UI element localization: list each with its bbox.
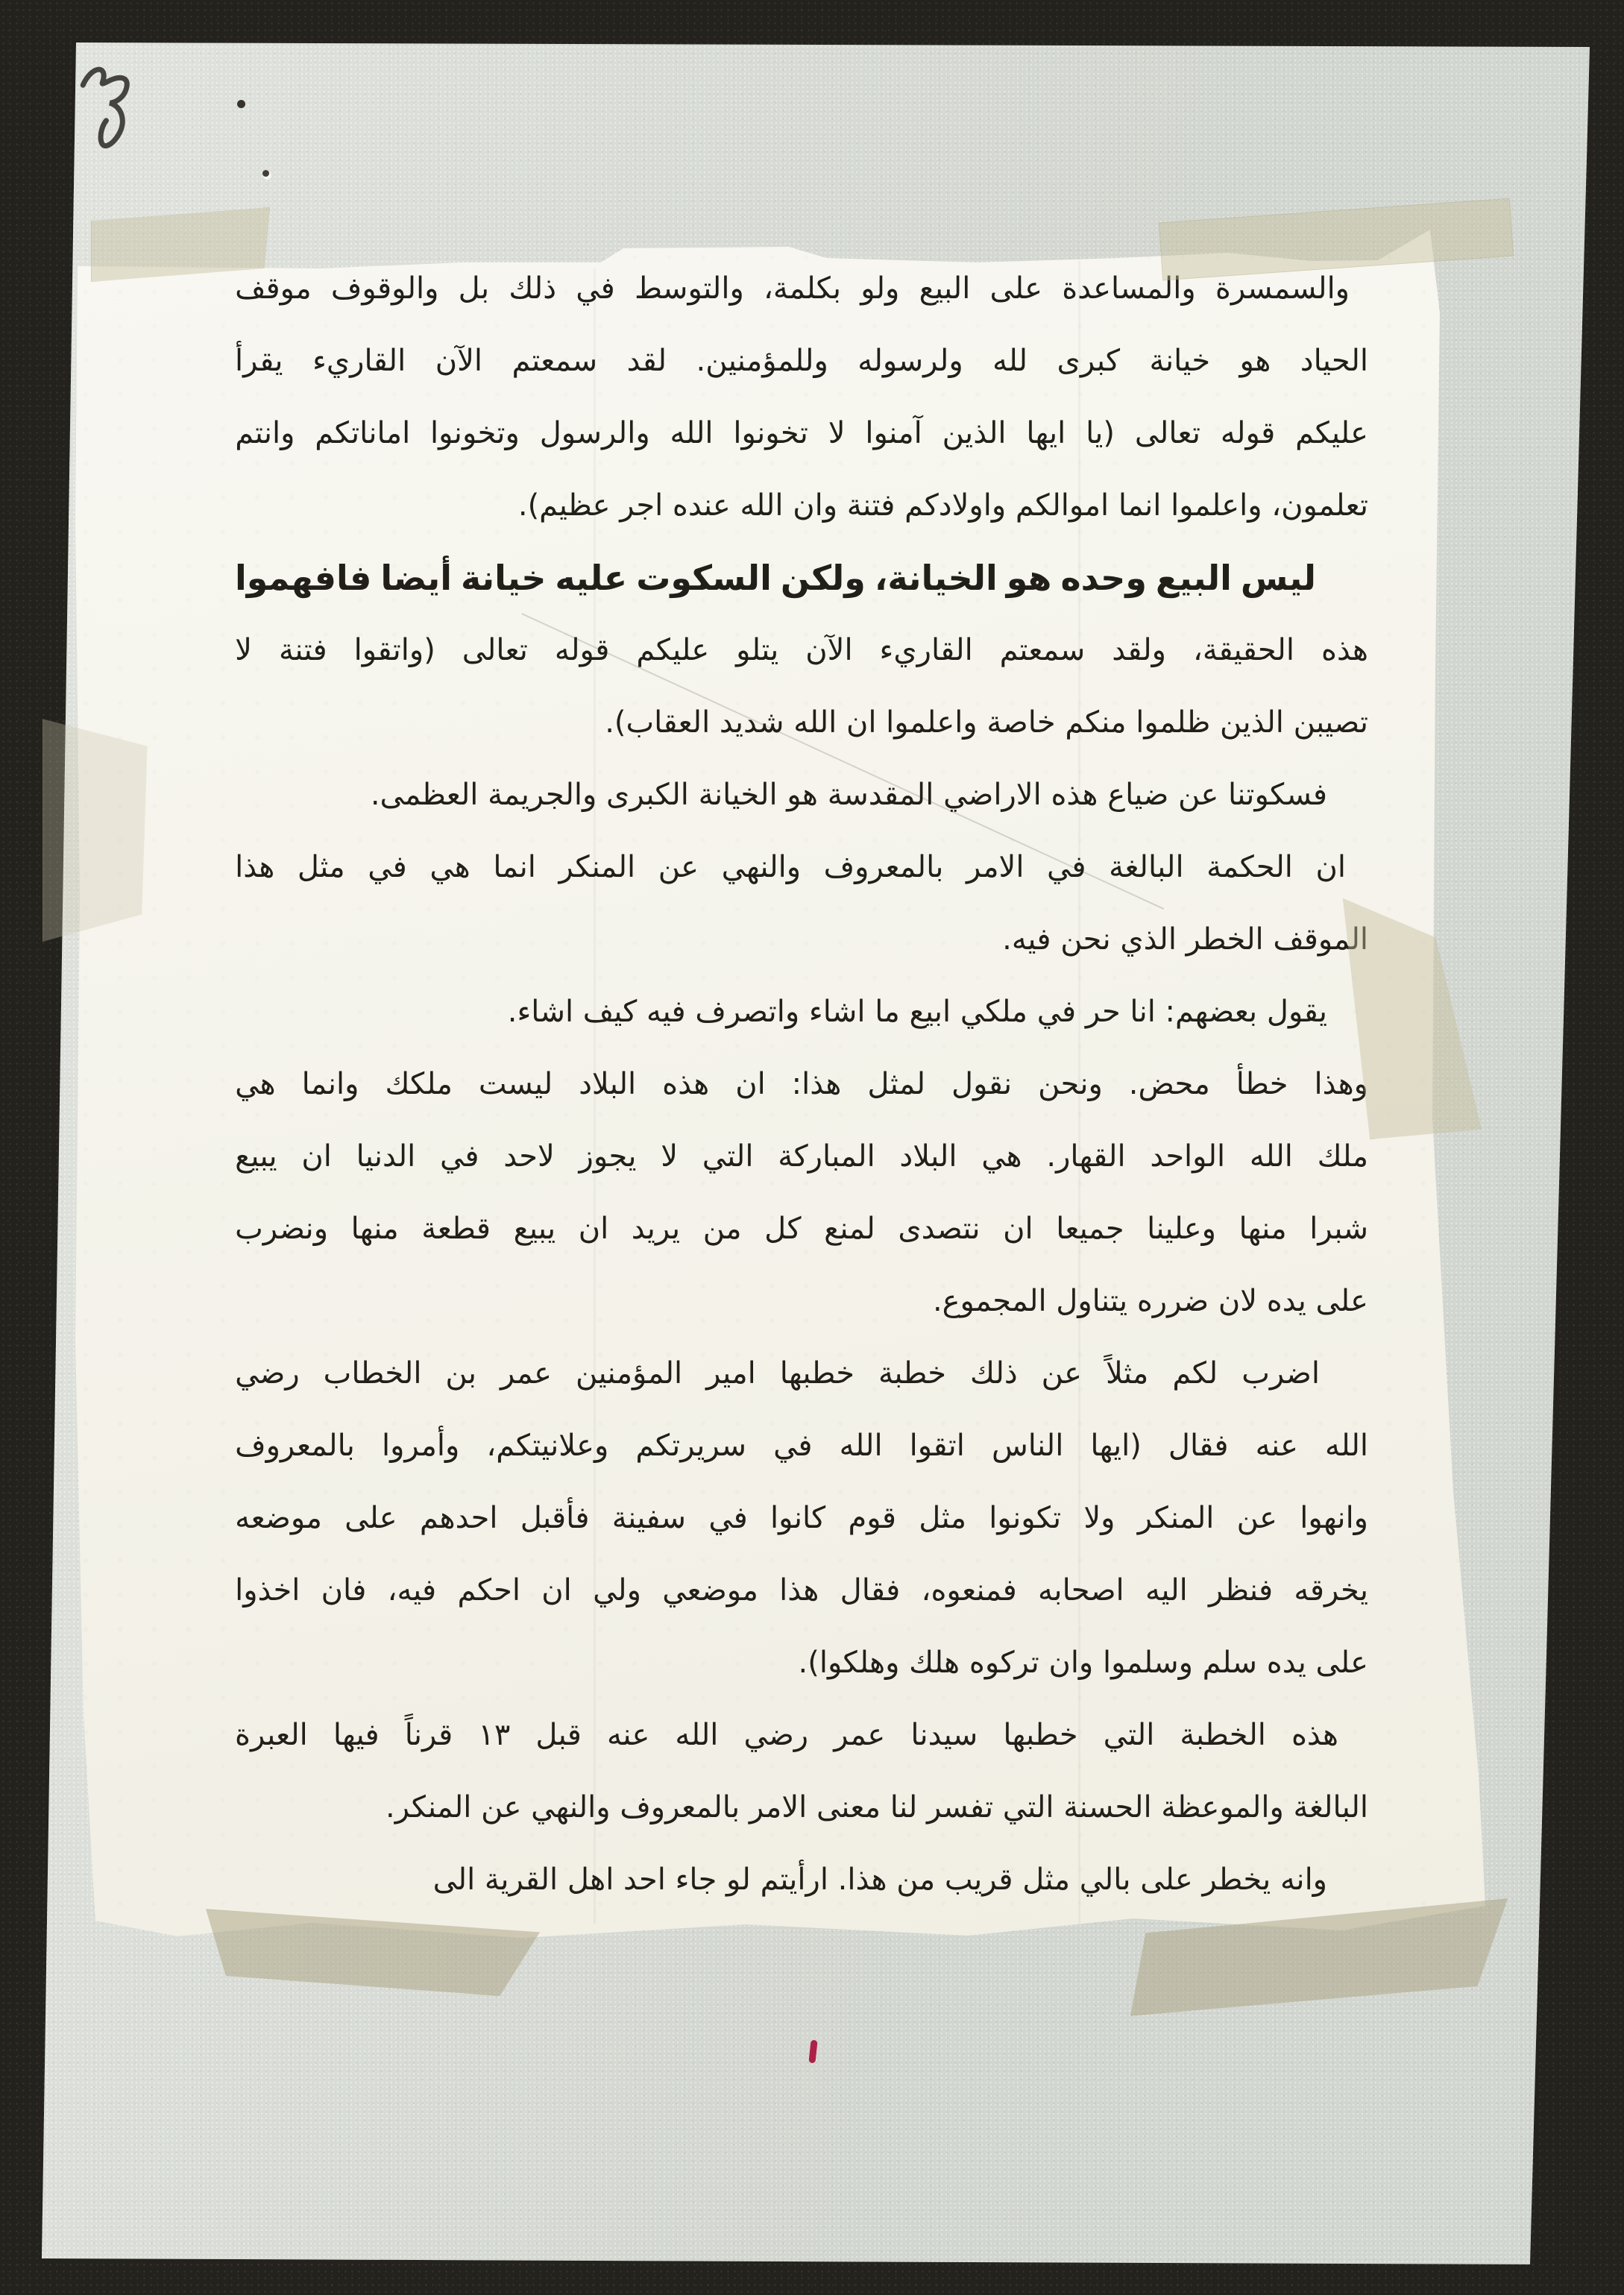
word: قوله [554,633,610,667]
word: فقال [1168,1429,1229,1463]
word: قرناً [404,1718,453,1752]
word: ونحن [1038,1067,1103,1101]
text-line [235,1699,1368,1772]
word: البالغة [1109,850,1184,884]
word: بكلمة، [764,271,841,306]
word: بن [445,1356,477,1391]
word: قوله [1220,416,1276,450]
text-line [235,1338,1368,1410]
text-line [235,397,1368,470]
word: خطأ [1236,1067,1288,1101]
word: وهذا [1314,1067,1368,1101]
word: التي [1103,1718,1155,1752]
word: التي [702,1139,754,1174]
word: ان [1315,850,1346,884]
word: تعالى [1134,416,1200,450]
word: اتقوا [909,1429,965,1463]
word: في [1047,850,1086,884]
word: عن [1236,1501,1277,1535]
word: عمر [834,1718,886,1752]
word: المؤمنين [576,1356,683,1391]
word: فيه، [387,1573,437,1608]
word: امير [706,1356,756,1391]
text-line: تصيبن الذين ظلموا منكم خاصة واعلموا ان الله شديد العقاب). [605,705,1368,740]
word: يبيع [235,1139,277,1174]
word: المنكر [558,850,636,884]
word: ذلك [969,1356,1018,1391]
word: (يا [1086,416,1115,450]
paragraph [235,831,1368,976]
word: وحده [1060,558,1147,598]
word: هذه [1321,633,1368,667]
word: ملك [1317,1139,1368,1174]
paragraph [235,1844,1368,1916]
word: فقال [840,1573,901,1608]
word: أيضا [380,558,452,598]
word: والوقوف [330,271,439,306]
word: ان [301,1139,332,1174]
text-line [235,614,1368,687]
word: مثلاً [1105,1356,1149,1391]
word: ولو [860,271,900,306]
word: خيانة [1149,344,1211,378]
word: وانهوا [1300,1501,1368,1535]
word: والمساعدة [1062,271,1196,306]
word: تخونوا [733,416,808,450]
word: ولرسوله [857,344,963,378]
word: والسمسرة [1215,271,1350,306]
word: ولا [1083,1501,1115,1535]
word: ولكن [780,558,866,598]
word: وتخونوا [430,416,520,450]
text-line: على يده سلم وسلموا وان تركوه هلك وهلكوا). [798,1646,1368,1680]
word: ولي [593,1573,641,1608]
word: هي [981,1139,1022,1174]
word: انما [493,850,536,884]
word: ذلك [509,271,557,306]
word: يتلو [736,633,779,667]
word: عليكم [636,633,710,667]
word: لا [235,633,252,667]
paragraph [235,253,1368,542]
word: الدنيا [356,1139,416,1174]
word: منها [1239,1212,1287,1246]
word: الحكمة [1206,850,1293,884]
word: شبرا [1309,1212,1368,1246]
word: يريد [631,1212,681,1246]
word: والنهي [721,850,802,884]
word: لا [661,1139,678,1174]
paragraph [235,759,1368,831]
word: موقف [235,271,312,306]
text-line [235,1121,1368,1193]
word: محض. [1128,1067,1210,1101]
word: هو [1239,344,1271,378]
word: خطبة [878,1356,947,1391]
word: الآن [435,344,483,378]
paragraph [235,1338,1368,1699]
word: قطعة [421,1212,491,1246]
word: ان [735,1067,766,1101]
word: عمر [500,1356,553,1391]
text-line: الموقف الخطر الذي نحن فيه. [1002,922,1368,957]
word: بل [458,271,490,306]
word: هذه [1291,1718,1338,1752]
text-line: تعلمون، واعلموا انما اموالكم واولادكم فتنة وان الله عنده اجر عظيم). [517,488,1368,523]
paragraph [235,1699,1368,1844]
word: من [702,1212,742,1246]
word: عنه [606,1718,650,1752]
text-line-bold [235,542,1368,614]
word: (ايها [1090,1429,1142,1463]
word: هذا: [791,1067,842,1101]
word: وللمؤمنين. [696,344,828,378]
word: لله [992,344,1028,378]
word: فان [321,1573,367,1608]
word: الذين [942,416,1007,450]
word: سمعتم [999,633,1086,667]
pinhole-dot [262,170,269,177]
word: احدهم [419,1501,498,1535]
word: الله [675,1718,719,1752]
text-line [235,1048,1368,1121]
word: منها [350,1212,399,1246]
word: اليه [1145,1573,1188,1608]
paragraph [235,1048,1368,1338]
word: المنكر [1137,1501,1215,1535]
word: الناس [991,1429,1064,1463]
word: كانوا [770,1501,826,1535]
tape-left-middle [43,714,153,942]
word: على [989,271,1042,306]
word: هذه [662,1067,710,1101]
word: لمنع [824,1212,875,1246]
text-line [235,1482,1368,1555]
word: كل [764,1212,802,1246]
word: لاحد [503,1139,555,1174]
word: الله [1325,1429,1368,1463]
word: قوم [848,1501,896,1535]
word: (واتقوا [353,633,435,667]
word: رضي [235,1356,300,1391]
word: ملكك [385,1067,453,1101]
text-line: على يده لان ضرره يتناول المجموع. [932,1284,1368,1318]
text-line: البالغة والموعظة الحسنة التي تفسر لنا معنى الامر بالمعروف والنهي عن المنكر. [385,1790,1368,1825]
word: اصحابه [1037,1573,1124,1608]
word: ان [578,1212,609,1246]
word: بالمعروف [235,1429,355,1463]
text-line: فسكوتنا عن ضياع هذه الاراضي المقدسة هو الخيانة الكبرى والجريمة العظمى. [370,778,1327,812]
word: البلاد [899,1139,957,1174]
word: في [368,850,407,884]
word: خطبها [1003,1718,1078,1752]
word: القهار. [1046,1139,1126,1174]
word: وأمروا [381,1429,460,1463]
word: الخطبة [1180,1718,1266,1752]
paragraph [235,976,1368,1048]
word: موضعه [235,1501,322,1535]
word: يخرقه [1294,1573,1368,1608]
text-line [235,1410,1368,1482]
word: هذا [235,850,275,884]
word: هي [429,850,470,884]
word: جميعا [1056,1212,1124,1246]
word: ليس [1240,558,1316,598]
word: عن [1041,1356,1082,1391]
word: فافهموا [235,558,372,598]
text-line: وانه يخطر على بالي مثل قريب من هذا. ارأيتم لو جاء احد اهل القرية الى [432,1863,1327,1897]
word: ١٣ [478,1718,511,1752]
word: رضي [743,1718,809,1752]
word: والتوسط [634,271,744,306]
word: في [576,271,615,306]
word: المباركة [778,1139,875,1174]
word: خيانة [460,558,547,598]
word: فمنعوه، [921,1573,1017,1608]
handwritten-3-stroke [70,57,148,160]
word: سريرتكم [635,1429,747,1463]
word: السكوت [636,558,772,598]
text-line [235,1555,1368,1627]
word: ولقد [1112,633,1166,667]
word: ان [541,1573,572,1608]
word: لا [828,416,846,450]
text-line: يقول بعضهم: انا حر في ملكي ابيع ما اشاء واتصرف فيه كيف اشاء. [507,995,1327,1029]
word: لقد [626,344,667,378]
word: نقول [951,1067,1013,1101]
paragraph [235,542,1368,759]
word: تكونوا [989,1501,1062,1535]
word: يبيع [513,1212,556,1246]
word: كبرى [1057,344,1121,378]
word: الحياد [1300,344,1368,378]
word: ايها [1026,416,1066,450]
word: لمثل [867,1067,926,1101]
word: فأقبل [520,1501,590,1535]
handwritten-page-number [69,57,148,163]
word: وعلانيتكم، [486,1429,609,1463]
word: عن [658,850,699,884]
word: والرسول [539,416,650,450]
word: البلاد [579,1067,637,1101]
word: قبل [535,1718,582,1752]
word: فنظر [1209,1573,1274,1608]
word: الامر [966,850,1025,884]
word: فتنة [278,633,327,667]
word: وعلينا [1147,1212,1216,1246]
word: ونضرب [235,1212,329,1246]
word: مثل [919,1501,967,1535]
word: الخيانة، [874,558,998,598]
word: يقرأ [235,344,283,378]
word: على [344,1501,397,1535]
text-line [235,1193,1368,1265]
word: الحقيقة، [1192,633,1294,667]
word: الآن [805,633,853,667]
word: بالمعروف [823,850,944,884]
word: ان [1003,1212,1033,1246]
word: ليست [478,1067,553,1101]
word: نتصدى [898,1212,981,1246]
word: آمنوا [865,416,922,450]
word: العبرة [235,1718,308,1752]
word: سيدنا [910,1718,978,1752]
word: اخذوا [235,1573,300,1608]
word: احكم [457,1573,520,1608]
word: في [773,1429,813,1463]
word: موضعي [662,1573,758,1608]
word: الله [1249,1139,1293,1174]
word: القاريء [879,633,973,667]
text-line [235,831,1368,904]
word: القاريء [312,344,406,378]
word: هذا [779,1573,819,1608]
word: يجوز [579,1139,637,1174]
word: البيع [1155,558,1232,598]
word: لكم [1172,1356,1218,1391]
word: مثل [297,850,345,884]
word: عنه [1255,1429,1298,1463]
word: وانتم [235,416,295,450]
word: تعالى [462,633,528,667]
article-text-block [235,253,1368,1916]
word: في [440,1139,479,1174]
word: هي [235,1067,276,1101]
word: الخطاب [323,1356,422,1391]
word: سمعتم [512,344,598,378]
word: الواحد [1150,1139,1226,1174]
word: عليكم [1295,416,1368,450]
word: اماناتكم [315,416,411,450]
word: فيها [333,1718,380,1752]
text-line [235,325,1368,397]
word: سفينة [611,1501,687,1535]
word: خطبها [779,1356,855,1391]
word: في [708,1501,748,1535]
word: الله [670,416,714,450]
word: وانما [301,1067,359,1101]
pinhole-dot [237,100,245,108]
word: عليه [555,558,628,598]
word: الله [839,1429,883,1463]
word: هو [1006,558,1052,598]
word: اضرب [1241,1356,1320,1391]
word: البيع [919,271,971,306]
